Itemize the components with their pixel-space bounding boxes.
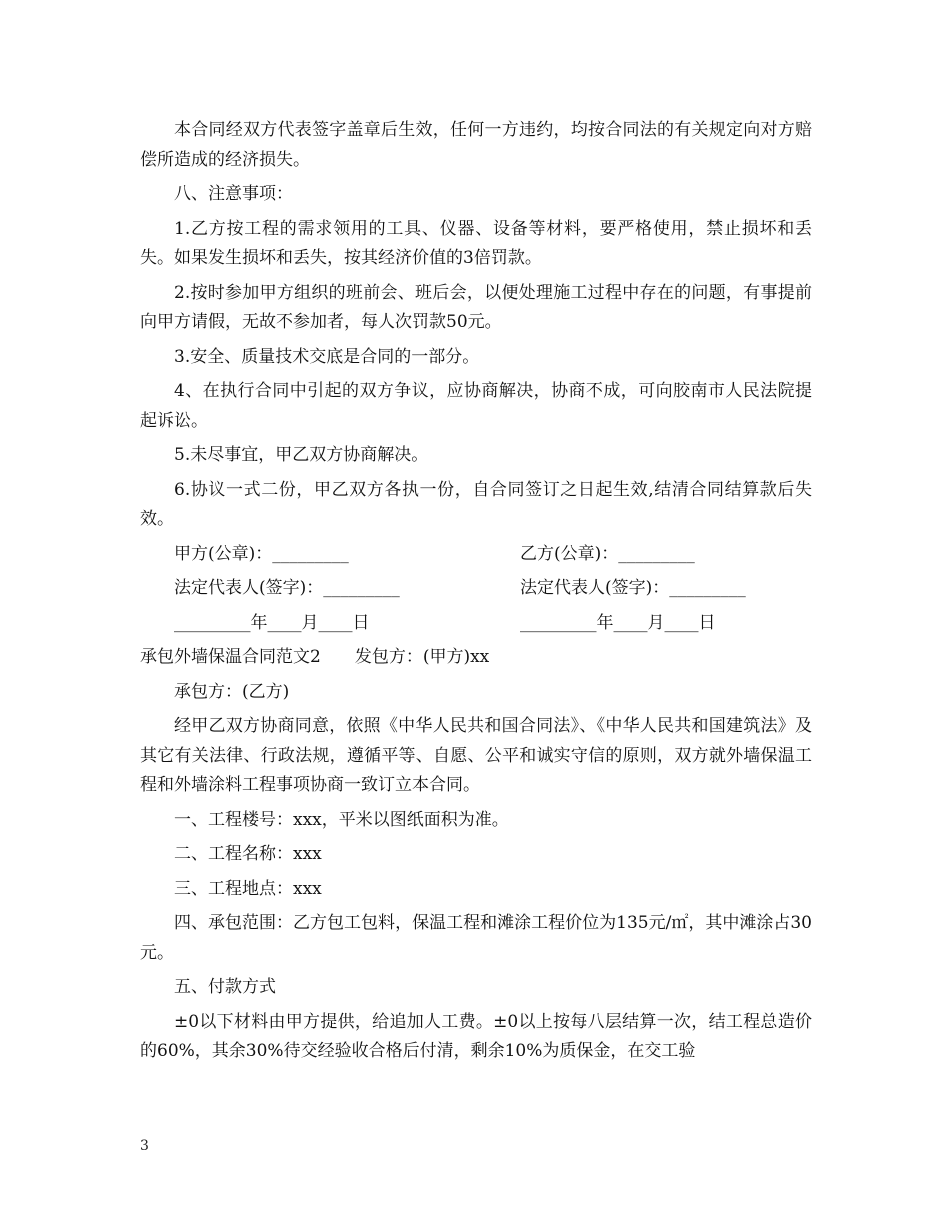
contract2-title-line	[140, 643, 812, 673]
paragraph-liability: 本合同经双方代表签字盖章后生效，任何一方违约，均按合同法的有关规定向对方赔偿所造成的经济损失。	[140, 120, 812, 170]
paragraph-note-4: 4、在执行合同中引起的双方争议，应协商解决，协商不成，可向胶南市人民法院提起诉讼。	[140, 381, 812, 431]
document-body	[140, 116, 812, 1072]
paragraph-note-6: 6.协议一式二份，甲乙双方各执一份，自合同签订之日起生效,结清合同结算款后失效。	[140, 479, 812, 529]
contract2-contractor: 承包方：(乙方)	[174, 681, 290, 702]
contract2-intro: 经甲乙双方协商同意，依照《中华人民共和国合同法》、《中华人民共和国建筑法》及其它有关法律、行政法规，遵循平等、自愿、公平和诚实守信的原则，双方就外墙保温工程和外墙涂料工程事项协商一致订立本合同。	[140, 716, 812, 795]
contract2-item-5: 五、付款方式	[174, 977, 276, 997]
paragraph-note-3: 3.安全、质量技术交底是合同的一部分。	[174, 346, 480, 367]
contract2-title: 承包外墙保温合同范文2	[140, 647, 321, 667]
party-b-date: _________年____月____日	[520, 612, 716, 633]
signature-row-seal	[140, 540, 812, 570]
page-number: 3	[140, 1138, 149, 1154]
party-a-seal: 甲方(公章)：_________	[174, 543, 349, 564]
paragraph-note-1: 1.乙方按工程的需求领用的工具、仪器、设备等材料，要严格使用，禁止损坏和丢失。如果发生损坏和丢失，按其经济价值的3倍罚款。	[140, 218, 812, 268]
paragraph-note-2: 2.按时参加甲方组织的班前会、班后会，以便处理施工过程中存在的问题，有事提前向甲方请假，无故不参加者，每人次罚款50元。	[140, 282, 812, 332]
party-b-representative: 法定代表人(签字)：_________	[520, 578, 746, 598]
section-heading-notes: 八、注意事项：	[174, 184, 293, 204]
contract2-item-2: 二、工程名称：xxx	[174, 844, 322, 864]
contract2-payment: ±0以下材料由甲方提供，给追加人工费。±0以上按每八层结算一次，结工程总造价的60%，其余30%待交经验收合格后付清，剩余10%为质保金，在交工验	[140, 1011, 812, 1061]
signature-row-representative	[140, 574, 812, 604]
contract2-item-1: 一、工程楼号：xxx，平米以图纸面积为准。	[174, 809, 509, 830]
party-a-date: _________年____月____日	[174, 612, 370, 633]
signature-row-date	[140, 609, 812, 639]
party-b-seal: 乙方(公章)：_________	[520, 543, 695, 564]
paragraph-note-5: 5.未尽事宜，甲乙双方协商解决。	[174, 445, 429, 465]
contract2-issuer: 发包方：(甲方)xx	[354, 647, 490, 667]
party-a-representative: 法定代表人(签字)：_________	[174, 578, 400, 598]
contract2-item-3: 三、工程地点：xxx	[174, 878, 322, 899]
contract2-item-4: 四、承包范围：乙方包工包料，保温工程和滩涂工程价位为135元/㎡，其中滩涂占30元。	[140, 913, 812, 963]
